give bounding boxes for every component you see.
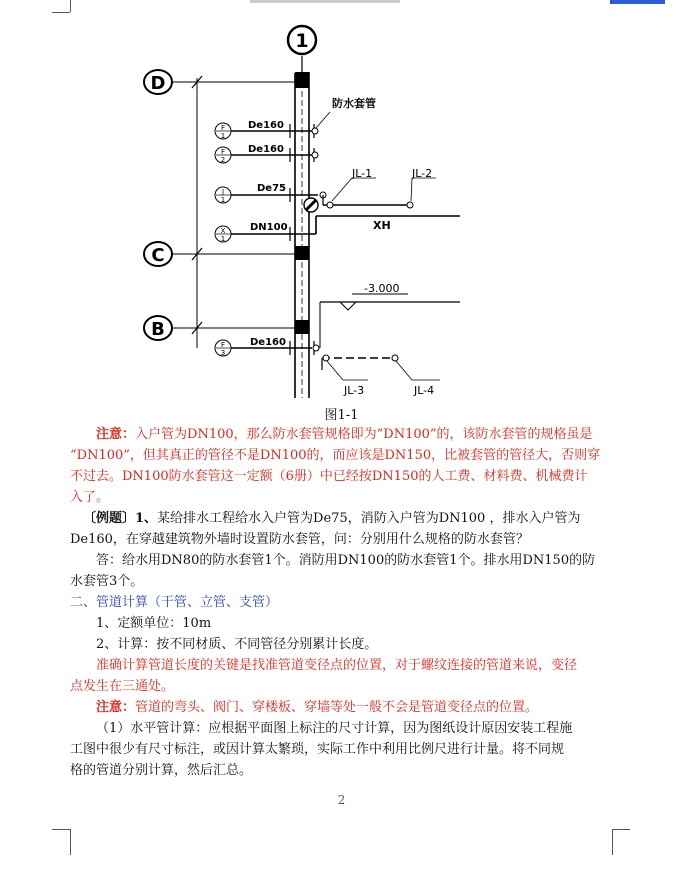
size-label-de75: De75 <box>257 183 286 194</box>
column-block <box>295 320 309 334</box>
body-text: （1）水平管计算：应根据平面图上标注的尺寸计算，因为图纸设计原因安装工程施 <box>96 721 573 736</box>
column-block <box>295 246 309 260</box>
crop-mark <box>52 829 70 830</box>
key-point-text: 点发生在三通处。 <box>70 679 175 694</box>
pipe-tag-X1-bottom: 1 <box>220 235 226 243</box>
pipe-tag-F3-bottom: 3 <box>220 349 226 357</box>
leader-line <box>316 112 330 128</box>
size-label-de160: De160 <box>248 144 284 155</box>
body-text: 工图中很少有尺寸标注，或因计算太繁琐，实际工作中利用比例尺进行计量。将不同规 <box>70 742 565 757</box>
note-paragraph <box>70 697 610 718</box>
crop-mark <box>612 829 630 830</box>
example-text: 某给排水工程给水入户管为De75，消防入户管为DN100 ，排水入户管为 <box>157 511 581 526</box>
crop-mark <box>70 0 71 12</box>
pipe-node <box>312 128 318 134</box>
pipe-tag-F1-bottom: 1 <box>220 132 226 140</box>
crop-mark <box>70 829 71 855</box>
elevation-label: -3.000 <box>364 282 400 295</box>
example-label: 〔例题〕1、 <box>83 511 158 526</box>
crop-mark <box>612 829 613 855</box>
note-text: 管道的弯头、阀门、穿楼板、穿墙等处一般不会是管道变径点的位置。 <box>135 700 539 715</box>
pipe-node <box>407 202 413 208</box>
pipe-diagram <box>130 18 590 403</box>
note-text: 入了。 <box>70 490 110 505</box>
size-label-de160: De160 <box>248 120 284 131</box>
leader-line <box>332 178 352 201</box>
pipe-tag-J1-bottom: 1 <box>220 196 226 204</box>
pipe-diagram-svg <box>130 18 590 403</box>
waterproof-label: 防水套管 <box>332 97 376 110</box>
riser-label-xh: XH <box>373 219 391 232</box>
riser-label-jl1: JL-1 <box>352 167 373 180</box>
body-text: 格的管道分别计算，然后汇总。 <box>70 763 253 778</box>
pipe-tag-J1-top: J <box>221 188 225 196</box>
note-paragraph <box>70 424 610 445</box>
document-body <box>70 424 610 781</box>
leader-line <box>411 178 412 201</box>
pipe-node <box>392 355 398 361</box>
running-header <box>250 0 400 3</box>
leader-line <box>327 361 343 380</box>
example-paragraph <box>70 508 610 529</box>
note-text: 不过去。DN100防水套管这一定额（6册）中已经按DN150的人工费、材料费、机械费计 <box>70 469 588 484</box>
axis-label-C: C <box>151 245 165 266</box>
answer-text: 水套管3个。 <box>70 574 144 589</box>
riser-label-jl3: JL-3 <box>344 384 365 397</box>
riser-label-jl2: JL-2 <box>412 167 433 180</box>
pipe-node <box>323 355 329 361</box>
pipe-tag-X1-top: X <box>220 227 226 235</box>
pipe-node <box>313 345 319 351</box>
list-item: 2、计算：按不同材质、不同管径分别累计长度。 <box>96 637 378 652</box>
pipe-node <box>327 202 333 208</box>
leader-line <box>396 361 412 380</box>
riser-label-jl4: JL-4 <box>414 384 435 397</box>
header-strip <box>0 0 683 6</box>
pipe-tag-F2-top: F <box>220 148 226 156</box>
header-accent-bar <box>610 0 665 4</box>
key-point-text: 准确计算管道长度的关键是找准管道变径点的位置，对于螺纹连接的管道来说，变径 <box>96 658 578 673</box>
crop-mark <box>52 12 70 13</box>
note-text: “DN100”，但其真正的管径不是DN100的，而应该是DN150，比被套管的管径大，否则穿 <box>70 448 601 463</box>
figure-caption: 图1-1 <box>324 408 359 423</box>
axis-label-1: 1 <box>295 30 309 52</box>
axis-label-D: D <box>150 73 166 94</box>
example-text: De160，在穿越建筑物外墙时设置防水套管，问：分别用什么规格的防水套管？ <box>70 532 529 547</box>
answer-text: 答：给水用DN80的防水套管1个。消防用DN100的防水套管1个。排水用DN150的防 <box>96 553 596 568</box>
pipe-node <box>312 152 318 158</box>
note-text: 入户管为DN100，那么防水套管规格即为“DN100”的，该防水套管的规格虽是 <box>135 427 593 442</box>
list-item: 1、定额单位：10m <box>96 616 212 631</box>
size-label-de160: De160 <box>250 337 286 348</box>
note-label: 注意： <box>96 700 136 715</box>
page-number: 2 <box>337 793 346 807</box>
axis-label-B: B <box>151 319 165 340</box>
note-label: 注意： <box>96 427 136 442</box>
section-heading: 二、管道计算（干管、立管、支管） <box>70 595 279 610</box>
pipe-tag-F3-top: F <box>220 341 226 349</box>
pipe-tag-F1-top: F <box>220 124 226 132</box>
size-label-dn100: DN100 <box>250 222 288 233</box>
column-block <box>295 72 309 88</box>
pipe-tag-F2-bottom: 2 <box>220 156 226 164</box>
elevation-marker <box>340 302 356 310</box>
